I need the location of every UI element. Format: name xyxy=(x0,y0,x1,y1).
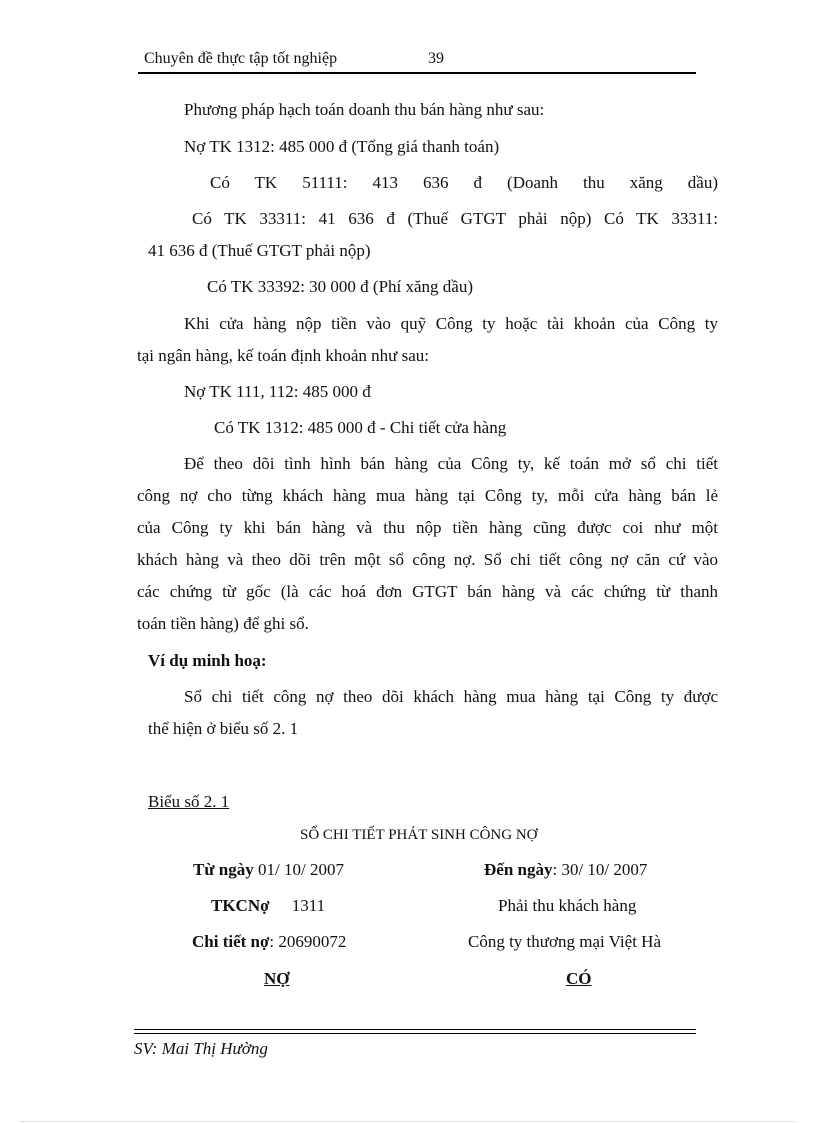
example-heading: Ví dụ minh hoạ: xyxy=(148,651,267,670)
from-date xyxy=(193,860,344,880)
body-line: 41 636 đ (Thuế GTGT phải nộp) xyxy=(148,241,371,260)
body-line: Để theo dõi tình hình bán hàng của Công ty, kế toán mở sổ chi tiết xyxy=(184,454,718,473)
document-title: Chuyên đề thực tập tốt nghiệp xyxy=(144,50,338,67)
account xyxy=(211,896,325,916)
body-line: Có TK 51111: 413 636 đ (Doanh thu xăng dầu) xyxy=(210,173,718,192)
body-line: toán tiền hàng) để ghi sổ. xyxy=(137,614,309,633)
debt-detail xyxy=(192,932,346,952)
page-bottom-edge xyxy=(20,1121,796,1122)
form-label: Biểu số 2. 1 xyxy=(148,792,230,811)
from-date-value: 01/ 10/ 2007 xyxy=(258,860,344,879)
account-label: TKCNợ xyxy=(211,896,270,915)
from-date-label: Từ ngày xyxy=(193,860,254,879)
body-line: Có TK 33311: 41 636 đ (Thuế GTGT phải nộp) Có TK 33311: xyxy=(192,209,718,228)
body-line: tại ngân hàng, kế toán định khoản như sau: xyxy=(137,346,430,365)
form-title: SỔ CHI TIẾT PHÁT SINH CÔNG NỢ xyxy=(300,827,538,843)
to-date xyxy=(484,860,647,880)
to-date-value: : 30/ 10/ 2007 xyxy=(552,860,648,879)
body-line: các chứng từ gốc (là các hoá đơn GTGT bán hàng và các chứng từ thanh xyxy=(137,582,718,601)
to-date-label: Đến ngày xyxy=(484,860,553,879)
body-line: thể hiện ở biểu số 2. 1 xyxy=(148,719,299,738)
body-line: công nợ cho từng khách hàng mua hàng tại Công ty, mỗi cửa hàng bán lẻ xyxy=(137,486,718,505)
body-line: Có TK 33392: 30 000 đ (Phí xăng dầu) xyxy=(207,277,474,296)
debt-detail-value: : 20690072 xyxy=(269,932,347,951)
body-line: Khi cửa hàng nộp tiền vào quỹ Công ty hoặc tài khoản của Công ty xyxy=(184,314,718,333)
body-line: Nợ TK 1312: 485 000 đ (Tổng giá thanh toán) xyxy=(184,137,500,156)
debit-header: NỢ xyxy=(264,969,290,988)
body-line: Có TK 1312: 485 000 đ - Chi tiết cửa hàng xyxy=(214,418,507,437)
account-value: 1311 xyxy=(291,896,326,915)
credit-header: CÓ xyxy=(566,969,592,988)
customer-name: Công ty thương mại Việt Hà xyxy=(468,932,661,951)
footer-divider xyxy=(134,1029,696,1034)
debt-detail-label: Chi tiết nợ xyxy=(192,932,270,951)
student-name: SV: Mai Thị Hường xyxy=(134,1039,268,1058)
body-line: Nợ TK 111, 112: 485 000 đ xyxy=(184,382,371,401)
account-description: Phải thu khách hàng xyxy=(498,896,637,915)
body-line: của Công ty khi bán hàng và thu nộp tiền hàng cũng được coi như một xyxy=(137,518,718,537)
body-line: Phương pháp hạch toán doanh thu bán hàng như sau: xyxy=(184,100,545,119)
page-header xyxy=(138,50,696,74)
body-line: khách hàng và theo dõi trên một sổ công nợ. Sổ chi tiết công nợ căn cứ vào xyxy=(137,550,718,569)
body-line: Sổ chi tiết công nợ theo dõi khách hàng mua hàng tại Công ty được xyxy=(184,687,718,706)
page-number: 39 xyxy=(428,50,444,67)
